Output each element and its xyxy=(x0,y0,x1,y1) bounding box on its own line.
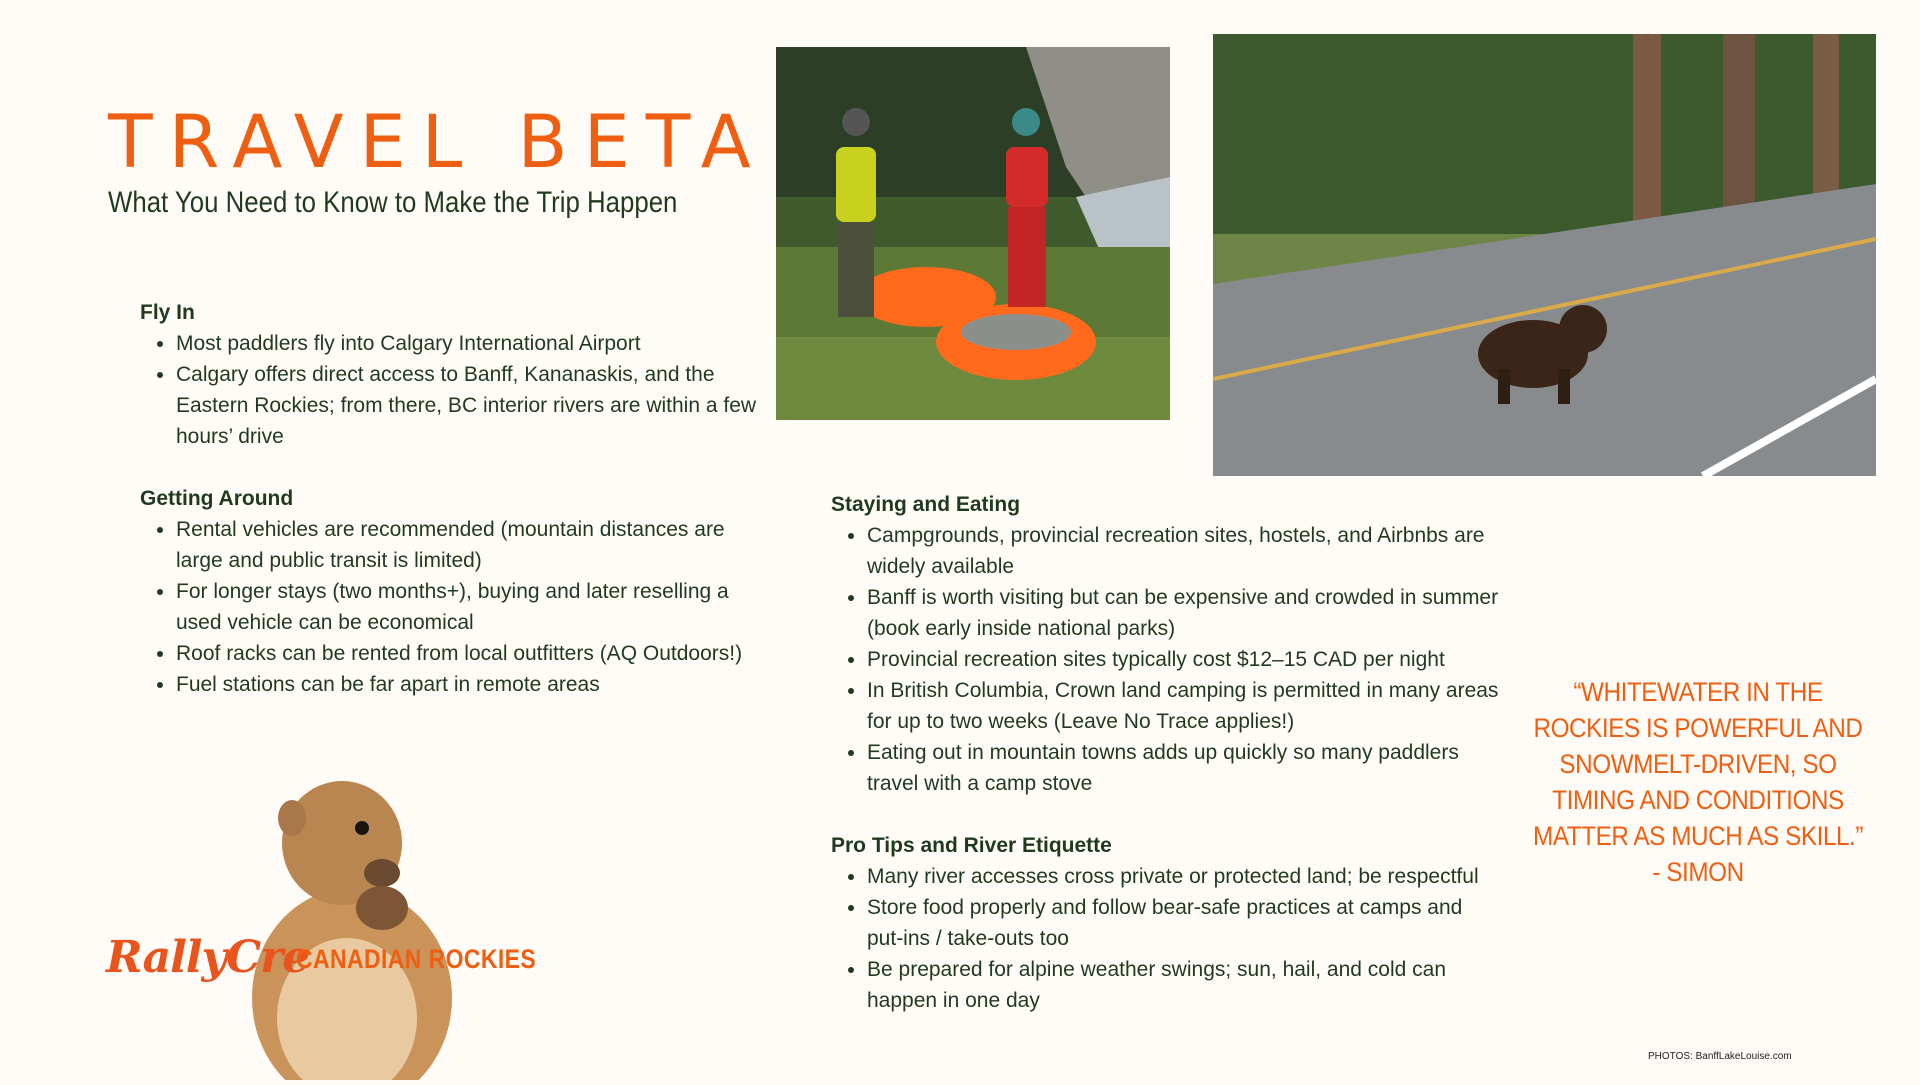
list-item: • Roof racks can be rented from local outfitters (AQ Outdoors!) xyxy=(176,638,760,669)
section-getting-around xyxy=(140,483,760,700)
list-item: • Most paddlers fly into Calgary International Airport xyxy=(176,328,760,359)
section-heading: Staying and Eating xyxy=(831,493,1021,516)
photo-credits: PHOTOS: BanffLakeLouise.com xyxy=(1648,1051,1792,1062)
pull-quote: “WHITEWATER IN THE ROCKIES IS POWERFUL AND SNOWMELT-DRIVEN, SO TIMING AND CONDITIONS MATTER AS MUCH AS SKILL.” - SIMON xyxy=(1533,677,1863,887)
list-item: • For longer stays (two months+), buying and later reselling a used vehicle can be economical xyxy=(176,576,760,638)
section-pro-tips xyxy=(831,830,1501,1016)
bullet-list xyxy=(140,328,760,452)
rallycrew-logo: RallyCre xyxy=(106,932,310,983)
list-item: • Calgary offers direct access to Banff, Kananaskis, and the Eastern Rockies; from there, BC interior rivers are within a few hours’ drive xyxy=(176,359,760,452)
page-subtitle: What You Need to Know to Make the Trip Happen xyxy=(108,186,678,219)
region-label: CANADIAN ROCKIES xyxy=(296,944,537,974)
bullet-list xyxy=(831,861,1501,1016)
paddlers-photo xyxy=(776,47,1170,420)
bullet-list xyxy=(831,520,1501,799)
list-item: • Store food properly and follow bear-safe practices at camps and put-ins / take-outs too xyxy=(867,892,1501,954)
bullet-list xyxy=(140,514,760,700)
bear-cub-photo xyxy=(1213,34,1876,476)
section-fly-in xyxy=(140,297,760,452)
section-heading: Getting Around xyxy=(140,487,294,510)
list-item: • Be prepared for alpine weather swings; sun, hail, and cold can happen in one day xyxy=(867,954,1501,1016)
ground-squirrel-image xyxy=(232,768,482,1080)
list-item: • Campgrounds, provincial recreation sites, hostels, and Airbnbs are widely available xyxy=(867,520,1501,582)
section-heading: Pro Tips and River Etiquette xyxy=(831,834,1112,857)
list-item: • Rental vehicles are recommended (mountain distances are large and public transit is limited) xyxy=(176,514,760,576)
list-item: • Banff is worth visiting but can be expensive and crowded in summer (book early inside national parks) xyxy=(867,582,1501,644)
section-staying-eating xyxy=(831,489,1501,799)
list-item: • Eating out in mountain towns adds up quickly so many paddlers travel with a camp stove xyxy=(867,737,1501,799)
list-item: • Provincial recreation sites typically cost $12–15 CAD per night xyxy=(867,644,1501,675)
section-heading: Fly In xyxy=(140,301,195,324)
list-item: • In British Columbia, Crown land camping is permitted in many areas for up to two weeks (Leave No Trace applies!) xyxy=(867,675,1501,737)
page-title: TRAVEL BETA xyxy=(108,100,767,185)
list-item: • Fuel stations can be far apart in remote areas xyxy=(176,669,760,700)
list-item: • Many river accesses cross private or protected land; be respectful xyxy=(867,861,1501,892)
